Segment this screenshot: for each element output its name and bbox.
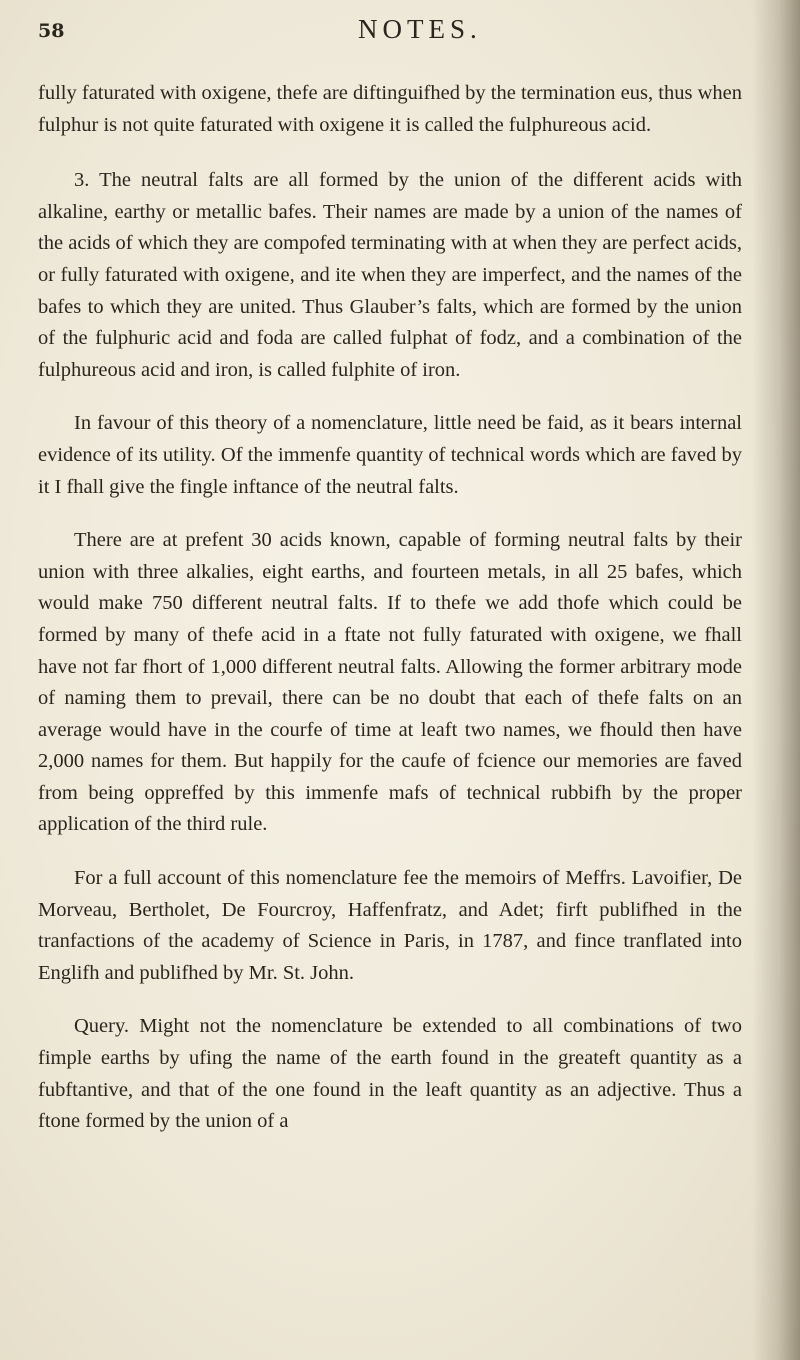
page-header (38, 14, 740, 54)
body-text (38, 78, 742, 1160)
running-head: NOTES. (358, 14, 482, 44)
paragraph-6: Query. Might not the nomenclature be extended to all combinations of two fimple earths by ufing the name of the earth found in the greateft quantity as a fubftantive, and that of the one found in the leaft quantity as an adjective. Thus a ftone formed by the union of a (38, 1015, 742, 1133)
paragraph-4: There are at prefent 30 acids known, capable of forming neutral falts by their union with three alkalies, eight earths, and fourteen metals, in all 25 bafes, which would make 750 different neutral falts. If to thefe we add thofe which could be formed by many of thefe acid in a ftate not fully faturated with oxigene, we fhall have not far fhort of 1,000 different neutral falts. Allowing the former arbitrary mode of naming them to prevail, there can be no doubt that each of thefe falts on an average would have in the courfe of time at leaft two names, we fhould then have 2,000 names for them. But happily for the caufe of fcience our memories are faved from being oppreffed by this immenfe mafs of technical rubbifh by the proper application of the third rule. (38, 529, 742, 836)
page-edge-shadow (752, 0, 800, 1360)
paragraph-5: For a full account of this nomenclature fee the memoirs of Meffrs. Lavoifier, De Morveau, Bertholet, De Fourcroy, Haffenfratz, and Adet; firft publifhed in the tranfactions of the academy of Science in Paris, in 1787, and fince tranflated into Englifh and publifhed by Mr. St. John. (38, 867, 742, 984)
paragraph-3: In favour of this theory of a nomenclature, little need be faid, as it bears internal evidence of its utility. Of the immenfe quantity of technical words which are faved by it I fhall give the fingle inftance of the neutral falts. (38, 412, 742, 498)
page-number: 58 (38, 20, 65, 42)
paragraph-1: fully faturated with oxigene, thefe are diftinguifhed by the termination eus, thus when fulphur is not quite faturated with oxigene it is called the fulphureous acid. (38, 82, 742, 136)
paragraph-2: 3. The neutral falts are all formed by the union of the different acids with alkaline, earthy or metallic bafes. Their names are made by a union of the names of the acids of which they are compofed terminating with at when they are perfect acids, or fully faturated with oxigene, and ite when they are imperfect, and the names of the bafes to which they are united. Thus Glauber’s falts, which are formed by the union of the fulphuric acid and foda are called fulphat of fodz, and a combination of the fulphureous acid and iron, is called fulphite of iron. (38, 169, 742, 381)
